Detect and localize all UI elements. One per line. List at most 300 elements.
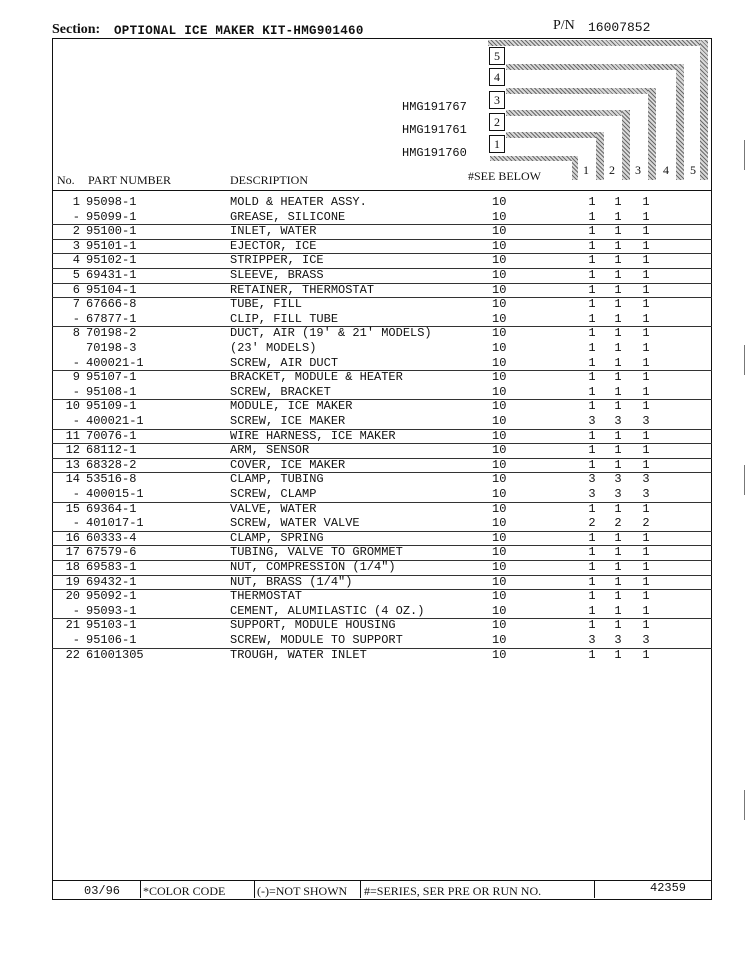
qty-model-3: 1: [642, 647, 650, 662]
qty-model-1: 1: [588, 238, 596, 253]
item-number: 13: [65, 457, 80, 472]
part-number: 68328-2: [86, 457, 137, 472]
item-number: 16: [65, 530, 80, 545]
part-number: 95099-1: [86, 209, 137, 224]
part-number: 95107-1: [86, 370, 137, 385]
series-code: 10: [492, 428, 507, 443]
qty-model-3: 1: [642, 238, 650, 253]
item-number: 7: [72, 297, 80, 312]
series-code: 10: [492, 355, 507, 370]
table-row: [52, 312, 712, 328]
series-code: 10: [492, 647, 507, 662]
series-code: 10: [492, 457, 507, 472]
qty-model-2: 1: [614, 311, 622, 326]
part-number: 60333-4: [86, 530, 137, 545]
qty-column-1: 1: [583, 163, 589, 177]
qty-model-3: 1: [642, 618, 650, 633]
item-number: 2: [72, 224, 80, 239]
series-code: 10: [492, 297, 507, 312]
qty-model-3: 1: [642, 589, 650, 604]
part-description: SUPPORT, MODULE HOUSING: [230, 618, 396, 633]
qty-model-1: 2: [588, 516, 596, 531]
qty-model-1: 3: [588, 487, 596, 501]
part-description: DUCT, AIR (19' & 21' MODELS): [230, 326, 432, 341]
table-row: [52, 545, 712, 561]
series-code: 10: [492, 560, 507, 574]
footer-separator: [254, 881, 255, 898]
table-row: [52, 618, 712, 633]
qty-column-5: 5: [690, 163, 696, 177]
table-row: [52, 648, 712, 663]
item-number: -: [72, 311, 80, 326]
item-number: 3: [72, 238, 80, 253]
part-description: THERMOSTAT: [230, 589, 303, 604]
series-code: 10: [492, 487, 507, 501]
qty-model-1: 1: [588, 603, 596, 618]
part-number: 67666-8: [86, 297, 137, 312]
qty-model-3: 1: [642, 282, 650, 297]
item-number: 22: [65, 647, 80, 662]
part-number: 67877-1: [86, 311, 137, 326]
qty-model-2: 1: [614, 574, 622, 589]
qty-model-3: 3: [642, 633, 650, 647]
part-description: INLET, WATER: [230, 224, 317, 239]
series-code: 10: [492, 224, 507, 239]
table-row: [52, 633, 712, 649]
table-row: [52, 297, 712, 312]
series-code: 10: [492, 326, 507, 341]
qty-model-2: 3: [614, 487, 622, 501]
series-code: 10: [492, 574, 507, 589]
hatch-band: [700, 40, 708, 180]
part-number: 69583-1: [86, 560, 137, 574]
series-code: 10: [492, 253, 507, 268]
qty-model-2: 1: [614, 238, 622, 253]
part-number: 61001305: [86, 647, 144, 662]
part-number: 95109-1: [86, 399, 137, 414]
qty-model-1: 1: [588, 443, 596, 458]
qty-model-1: 1: [588, 501, 596, 516]
table-row: [52, 268, 712, 284]
part-description: CLIP, FILL TUBE: [230, 311, 339, 326]
footer-color-code: *COLOR CODE: [143, 884, 226, 898]
series-code: 10: [492, 341, 507, 355]
qty-model-2: 1: [614, 589, 622, 604]
part-description: SCREW, BRACKET: [230, 384, 331, 399]
item-number: 10: [65, 399, 80, 414]
item-number: 11: [65, 428, 80, 443]
qty-model-3: 1: [642, 355, 650, 370]
series-code: 10: [492, 545, 507, 560]
item-number: -: [72, 516, 80, 531]
part-description: COVER, ICE MAKER: [230, 457, 346, 472]
footer-date: 03/96: [84, 884, 121, 898]
series-code: 10: [492, 472, 507, 487]
hatch-band: [572, 156, 578, 180]
part-description: SLEEVE, BRASS: [230, 268, 324, 282]
model-number: HMG191760: [402, 146, 467, 160]
table-row: [52, 224, 712, 240]
part-description: NUT, COMPRESSION (1/4"): [230, 560, 396, 574]
item-number: 9: [72, 370, 80, 385]
part-description: TROUGH, WATER INLET: [230, 647, 367, 662]
series-code: 10: [492, 384, 507, 399]
hatch-band: [488, 40, 708, 46]
part-number: 95100-1: [86, 224, 137, 239]
part-description: GREASE, SILICONE: [230, 209, 346, 224]
series-code: 10: [492, 530, 507, 545]
part-number: 70076-1: [86, 428, 137, 443]
section-label: Section:: [52, 22, 101, 37]
qty-model-3: 1: [642, 457, 650, 472]
part-number: 95106-1: [86, 633, 137, 647]
part-description: MODULE, ICE MAKER: [230, 399, 353, 414]
series-code: 10: [492, 370, 507, 385]
qty-model-3: 1: [642, 224, 650, 239]
qty-model-1: 1: [588, 209, 596, 224]
part-number: 95108-1: [86, 384, 137, 399]
series-code: 10: [492, 209, 507, 224]
footer-divider: [52, 880, 712, 881]
qty-model-2: 1: [614, 618, 622, 633]
qty-model-3: 1: [642, 297, 650, 312]
qty-model-1: 1: [588, 589, 596, 604]
qty-model-2: 1: [614, 647, 622, 662]
qty-model-2: 1: [614, 428, 622, 443]
qty-model-3: 1: [642, 311, 650, 326]
qty-model-3: 1: [642, 268, 650, 282]
part-description: CLAMP, TUBING: [230, 472, 324, 487]
qty-model-2: 3: [614, 414, 622, 428]
hatch-band: [676, 64, 684, 180]
part-description: STRIPPER, ICE: [230, 253, 324, 268]
qty-model-2: 1: [614, 224, 622, 239]
footer-separator: [594, 881, 595, 898]
item-number: 6: [72, 282, 80, 297]
item-number: 4: [72, 253, 80, 268]
qty-model-2: 1: [614, 399, 622, 414]
qty-model-3: 1: [642, 560, 650, 574]
part-number: 70198-3: [86, 341, 137, 355]
model-number: HMG191767: [402, 100, 467, 114]
series-code: 10: [492, 603, 507, 618]
table-row: [52, 399, 712, 414]
qty-model-2: 1: [614, 253, 622, 268]
item-number: -: [72, 355, 80, 370]
series-code: 10: [492, 618, 507, 633]
qty-model-1: 1: [588, 560, 596, 574]
item-number: -: [72, 414, 80, 428]
item-number: 8: [72, 326, 80, 341]
qty-model-1: 1: [588, 530, 596, 545]
step-box-3: 3: [489, 91, 505, 109]
part-description: MOLD & HEATER ASSY.: [230, 195, 367, 209]
qty-model-1: 1: [588, 457, 596, 472]
part-description: EJECTOR, ICE: [230, 238, 317, 253]
part-number-label: P/N: [553, 18, 575, 33]
item-number: -: [72, 603, 80, 618]
table-row: [52, 195, 712, 210]
table-row: [52, 429, 712, 445]
qty-model-1: 1: [588, 341, 596, 355]
series-code: 10: [492, 589, 507, 604]
qty-model-1: 1: [588, 428, 596, 443]
qty-column-4: 4: [663, 163, 669, 177]
step-box-1: 1: [489, 135, 505, 153]
part-number: 400021-1: [86, 414, 144, 428]
qty-model-2: 1: [614, 384, 622, 399]
footer-not-shown: (-)=NOT SHOWN: [257, 884, 348, 898]
series-code: 10: [492, 268, 507, 282]
table-row: [52, 487, 712, 503]
step-box-2: 2: [489, 113, 505, 131]
qty-model-3: 3: [642, 487, 650, 501]
table-row: [52, 326, 712, 341]
table-row: [52, 604, 712, 620]
item-number: 15: [65, 501, 80, 516]
table-row: [52, 560, 712, 576]
qty-model-3: 1: [642, 428, 650, 443]
qty-model-2: 1: [614, 501, 622, 516]
part-description: BRACKET, MODULE & HEATER: [230, 370, 403, 385]
scan-mark: [744, 465, 745, 495]
series-code: 10: [492, 633, 507, 647]
part-description: TUBING, VALVE TO GROMMET: [230, 545, 403, 560]
qty-model-1: 1: [588, 268, 596, 282]
part-description: CEMENT, ALUMILASTIC (4 OZ.): [230, 603, 425, 618]
footer-series-note: #=SERIES, SER PRE OR RUN NO.: [364, 884, 542, 898]
table-row: [52, 472, 712, 487]
item-number: 5: [72, 268, 80, 282]
qty-model-1: 1: [588, 195, 596, 209]
table-row: [52, 210, 712, 226]
item-number: -: [72, 209, 80, 224]
qty-model-1: 1: [588, 355, 596, 370]
column-header-part-number: PART NUMBER: [88, 173, 171, 187]
part-description: SCREW, AIR DUCT: [230, 355, 339, 370]
table-row: [52, 370, 712, 385]
qty-model-3: 1: [642, 501, 650, 516]
hatch-band: [648, 88, 656, 180]
table-row: [52, 531, 712, 547]
qty-model-2: 1: [614, 282, 622, 297]
item-number: -: [72, 633, 80, 647]
qty-model-3: 1: [642, 530, 650, 545]
table-row: [52, 502, 712, 517]
qty-model-3: 1: [642, 443, 650, 458]
item-number: 17: [65, 545, 80, 560]
qty-model-2: 1: [614, 603, 622, 618]
item-number: 12: [65, 443, 80, 458]
item-number: 14: [65, 472, 80, 487]
section-title: OPTIONAL ICE MAKER KIT-HMG901460: [114, 24, 364, 38]
part-number: 69364-1: [86, 501, 137, 516]
table-row: [52, 253, 712, 269]
part-number: 95103-1: [86, 618, 137, 633]
table-row: [52, 589, 712, 604]
scan-mark: [744, 790, 745, 820]
qty-model-3: 2: [642, 516, 650, 531]
column-header-description: DESCRIPTION: [230, 173, 309, 187]
qty-model-1: 1: [588, 370, 596, 385]
qty-model-1: 3: [588, 633, 596, 647]
qty-model-2: 1: [614, 545, 622, 560]
part-description: VALVE, WATER: [230, 501, 317, 516]
series-code: 10: [492, 282, 507, 297]
part-number: 95092-1: [86, 589, 137, 604]
qty-model-2: 1: [614, 560, 622, 574]
qty-model-1: 1: [588, 326, 596, 341]
qty-model-2: 3: [614, 472, 622, 487]
qty-model-1: 1: [588, 311, 596, 326]
footer-separator: [140, 881, 141, 898]
step-box-4: 4: [489, 68, 505, 86]
scan-mark: [744, 140, 745, 170]
qty-model-3: 1: [642, 399, 650, 414]
qty-model-2: 1: [614, 457, 622, 472]
part-number: 95102-1: [86, 253, 137, 268]
part-description: NUT, BRASS (1/4"): [230, 574, 353, 589]
table-row: [52, 516, 712, 532]
part-description: SCREW, MODULE TO SUPPORT: [230, 633, 403, 647]
part-description: SCREW, ICE MAKER: [230, 414, 346, 428]
part-number: 69432-1: [86, 574, 137, 589]
qty-model-3: 1: [642, 370, 650, 385]
part-number: 69431-1: [86, 268, 137, 282]
part-number: 95093-1: [86, 603, 137, 618]
qty-model-2: 1: [614, 530, 622, 545]
column-header-no: No.: [57, 173, 75, 187]
qty-model-2: 1: [614, 443, 622, 458]
qty-model-1: 1: [588, 253, 596, 268]
part-description: SCREW, CLAMP: [230, 487, 317, 501]
hatch-band: [622, 110, 630, 180]
item-number: -: [72, 384, 80, 399]
qty-model-3: 1: [642, 341, 650, 355]
qty-model-3: 3: [642, 414, 650, 428]
part-number: 400021-1: [86, 355, 144, 370]
qty-model-1: 1: [588, 297, 596, 312]
hatch-band: [596, 132, 604, 180]
footer-separator: [360, 881, 361, 898]
part-description: ARM, SENSOR: [230, 443, 310, 458]
qty-model-1: 1: [588, 399, 596, 414]
qty-model-3: 1: [642, 545, 650, 560]
item-number: 1: [72, 195, 80, 209]
qty-model-2: 1: [614, 370, 622, 385]
part-number: 67579-6: [86, 545, 137, 560]
hatch-band: [506, 132, 604, 138]
part-description: (23' MODELS): [230, 341, 317, 355]
qty-model-2: 3: [614, 633, 622, 647]
part-description: SCREW, WATER VALVE: [230, 516, 360, 531]
item-number: 21: [65, 618, 80, 633]
qty-model-3: 1: [642, 209, 650, 224]
qty-model-2: 2: [614, 516, 622, 531]
qty-model-1: 1: [588, 282, 596, 297]
qty-model-1: 3: [588, 472, 596, 487]
series-code: 10: [492, 399, 507, 414]
qty-model-1: 1: [588, 574, 596, 589]
series-code: 10: [492, 311, 507, 326]
qty-model-2: 1: [614, 326, 622, 341]
table-row: [52, 443, 712, 459]
part-description: CLAMP, SPRING: [230, 530, 324, 545]
part-description: TUBE, FILL: [230, 297, 303, 312]
part-description: RETAINER, THERMOSTAT: [230, 282, 375, 297]
part-number: 70198-2: [86, 326, 137, 341]
table-row: [52, 283, 712, 299]
step-box-5: 5: [489, 47, 505, 65]
part-number: 95098-1: [86, 195, 137, 209]
qty-model-2: 1: [614, 195, 622, 209]
part-number: 68112-1: [86, 443, 137, 458]
part-description: WIRE HARNESS, ICE MAKER: [230, 428, 396, 443]
item-number: -: [72, 487, 80, 501]
qty-model-3: 1: [642, 574, 650, 589]
qty-model-1: 3: [588, 414, 596, 428]
table-row: [52, 341, 712, 356]
part-number: 53516-8: [86, 472, 137, 487]
part-number: 95101-1: [86, 238, 137, 253]
qty-model-3: 1: [642, 384, 650, 399]
part-number-value: 16007852: [588, 20, 651, 35]
qty-model-1: 1: [588, 647, 596, 662]
qty-model-3: 3: [642, 472, 650, 487]
qty-model-1: 1: [588, 545, 596, 560]
table-row: [52, 385, 712, 401]
qty-column-2: 2: [609, 163, 615, 177]
scan-mark: [744, 345, 745, 375]
footer-document-number: 42359: [650, 881, 687, 895]
series-code: 10: [492, 516, 507, 531]
table-row: [52, 575, 712, 591]
part-number: 400015-1: [86, 487, 144, 501]
model-number: HMG191761: [402, 123, 467, 137]
hatch-band: [506, 64, 684, 70]
table-row: [52, 356, 712, 372]
series-code: 10: [492, 443, 507, 458]
item-number: 18: [65, 560, 80, 574]
qty-model-2: 1: [614, 268, 622, 282]
hatch-band: [490, 156, 576, 161]
qty-model-2: 1: [614, 297, 622, 312]
qty-model-2: 1: [614, 209, 622, 224]
series-code: 10: [492, 501, 507, 516]
table-row: [52, 414, 712, 430]
hatch-band: [506, 110, 630, 116]
hatch-band: [506, 88, 656, 94]
qty-column-3: 3: [635, 163, 641, 177]
qty-model-1: 1: [588, 618, 596, 633]
qty-model-1: 1: [588, 224, 596, 239]
table-row: [52, 458, 712, 474]
column-header-see-below: #SEE BELOW: [468, 169, 541, 183]
part-number: 95104-1: [86, 282, 137, 297]
series-code: 10: [492, 238, 507, 253]
qty-model-2: 1: [614, 341, 622, 355]
part-number: 401017-1: [86, 516, 144, 531]
item-number: 20: [65, 589, 80, 604]
qty-model-3: 1: [642, 195, 650, 209]
qty-model-2: 1: [614, 355, 622, 370]
series-code: 10: [492, 414, 507, 428]
qty-model-3: 1: [642, 253, 650, 268]
qty-model-3: 1: [642, 326, 650, 341]
header-divider: [52, 190, 712, 191]
qty-model-1: 1: [588, 384, 596, 399]
table-row: [52, 239, 712, 255]
